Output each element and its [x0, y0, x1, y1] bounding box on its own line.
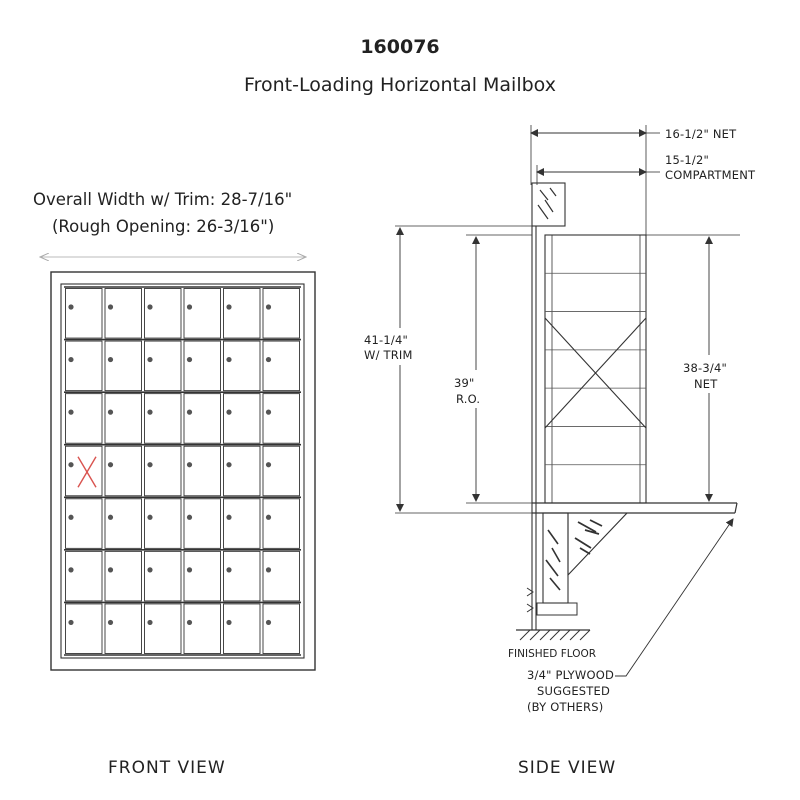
mailbox-door	[105, 499, 142, 549]
overall-width-label: Overall Width w/ Trim: 28-7/16"	[33, 190, 293, 209]
door-lock	[187, 462, 192, 467]
front-view	[40, 257, 315, 670]
mailbox-door	[145, 446, 182, 496]
door-lock	[68, 410, 73, 415]
door-lock	[147, 515, 152, 520]
plywood-label-1: 3/4" PLYWOOD	[527, 668, 615, 682]
door-lock	[108, 357, 113, 362]
mailbox-door	[184, 341, 221, 391]
door-lock	[147, 304, 152, 309]
door-lock	[187, 410, 192, 415]
mailbox-door	[263, 604, 300, 654]
mailbox-door	[145, 551, 182, 601]
mailbox-door	[224, 446, 261, 496]
door-lock	[266, 620, 271, 625]
mailbox-door	[145, 604, 182, 654]
door-lock	[68, 515, 73, 520]
mailbox-door	[105, 394, 142, 444]
door-lock	[226, 462, 231, 467]
plywood-label-2: SUGGESTED	[537, 684, 611, 698]
side-view	[395, 125, 740, 676]
mailbox-door	[224, 499, 261, 549]
mailbox-door	[145, 499, 182, 549]
mailbox-door	[224, 394, 261, 444]
mailbox-door	[145, 394, 182, 444]
trim-height-value: 41-1/4"	[364, 333, 408, 347]
door-lock	[226, 357, 231, 362]
mailbox-door	[105, 289, 142, 339]
mailbox-door	[66, 499, 103, 549]
door-lock	[68, 304, 73, 309]
plywood-leader	[615, 519, 733, 676]
door-lock	[226, 515, 231, 520]
door-lock	[147, 357, 152, 362]
finished-floor-label: FINISHED FLOOR	[508, 648, 597, 660]
door-lock	[266, 357, 271, 362]
rough-opening-label: (Rough Opening: 26-3/16")	[52, 217, 275, 236]
door-lock	[187, 357, 192, 362]
door-lock	[266, 567, 271, 572]
mailbox-door	[66, 551, 103, 601]
mailbox-door	[224, 604, 261, 654]
rough-opening-height-word: R.O.	[456, 392, 481, 406]
bracket	[568, 513, 627, 575]
mailbox-door	[105, 551, 142, 601]
compartment-depth-value: 15-1/2"	[665, 153, 709, 167]
trim-height-word: W/ TRIM	[364, 348, 413, 362]
door-lock	[108, 567, 113, 572]
door-lock	[147, 410, 152, 415]
door-lock	[108, 410, 113, 415]
mailbox-door	[105, 341, 142, 391]
mailbox-door	[66, 394, 103, 444]
mailbox-door	[184, 446, 221, 496]
mailbox-door	[184, 394, 221, 444]
net-depth-label: 16-1/2" NET	[665, 127, 737, 141]
mailbox-door	[184, 499, 221, 549]
door-grid	[64, 287, 301, 655]
compartment-depth-word: COMPARTMENT	[665, 168, 756, 182]
side-shelves	[545, 273, 646, 464]
door-lock	[147, 567, 152, 572]
mailbox-door	[263, 551, 300, 601]
door-lock	[226, 620, 231, 625]
mailbox-door	[184, 289, 221, 339]
mailbox-door	[224, 341, 261, 391]
door-lock	[187, 515, 192, 520]
door-lock	[68, 357, 73, 362]
front-view-caption: FRONT VIEW	[108, 758, 226, 778]
mailbox-door	[263, 289, 300, 339]
mailbox-door	[263, 446, 300, 496]
trim-outer	[51, 272, 315, 670]
net-height-word: NET	[694, 377, 718, 391]
door-lock	[108, 462, 113, 467]
mailbox-door	[66, 341, 103, 391]
door-lock	[266, 462, 271, 467]
door-lock	[266, 410, 271, 415]
door-lock	[187, 620, 192, 625]
mailbox-door	[145, 341, 182, 391]
mailbox-door	[105, 446, 142, 496]
mailbox-door	[66, 289, 103, 339]
mailbox-door	[263, 394, 300, 444]
mailbox-door	[224, 551, 261, 601]
mailbox-side-body	[545, 235, 646, 503]
mailbox-door	[145, 289, 182, 339]
mailbox-door	[184, 551, 221, 601]
net-height-value: 38-3/4"	[683, 361, 727, 375]
door-lock	[266, 515, 271, 520]
product-name: Front-Loading Horizontal Mailbox	[244, 74, 556, 96]
plywood-label-3: (BY OTHERS)	[527, 700, 604, 714]
door-lock	[187, 304, 192, 309]
mailbox-door	[263, 341, 300, 391]
door-lock	[226, 410, 231, 415]
door-lock	[108, 304, 113, 309]
door-lock	[147, 620, 152, 625]
mailbox-door	[66, 604, 103, 654]
door-lock	[68, 620, 73, 625]
rough-opening-height-value: 39"	[454, 376, 475, 390]
door-lock	[68, 462, 73, 467]
mailbox-door	[184, 604, 221, 654]
door-lock	[68, 567, 73, 572]
model-number: 160076	[360, 36, 440, 58]
door-lock	[187, 567, 192, 572]
door-lock	[108, 515, 113, 520]
door-lock	[266, 304, 271, 309]
door-lock	[226, 304, 231, 309]
mailbox-door	[105, 604, 142, 654]
mailbox-door	[224, 289, 261, 339]
side-view-caption: SIDE VIEW	[518, 758, 617, 778]
mailbox-door	[66, 446, 103, 496]
door-lock	[147, 462, 152, 467]
door-lock	[108, 620, 113, 625]
door-lock	[226, 567, 231, 572]
mailbox-door	[263, 499, 300, 549]
